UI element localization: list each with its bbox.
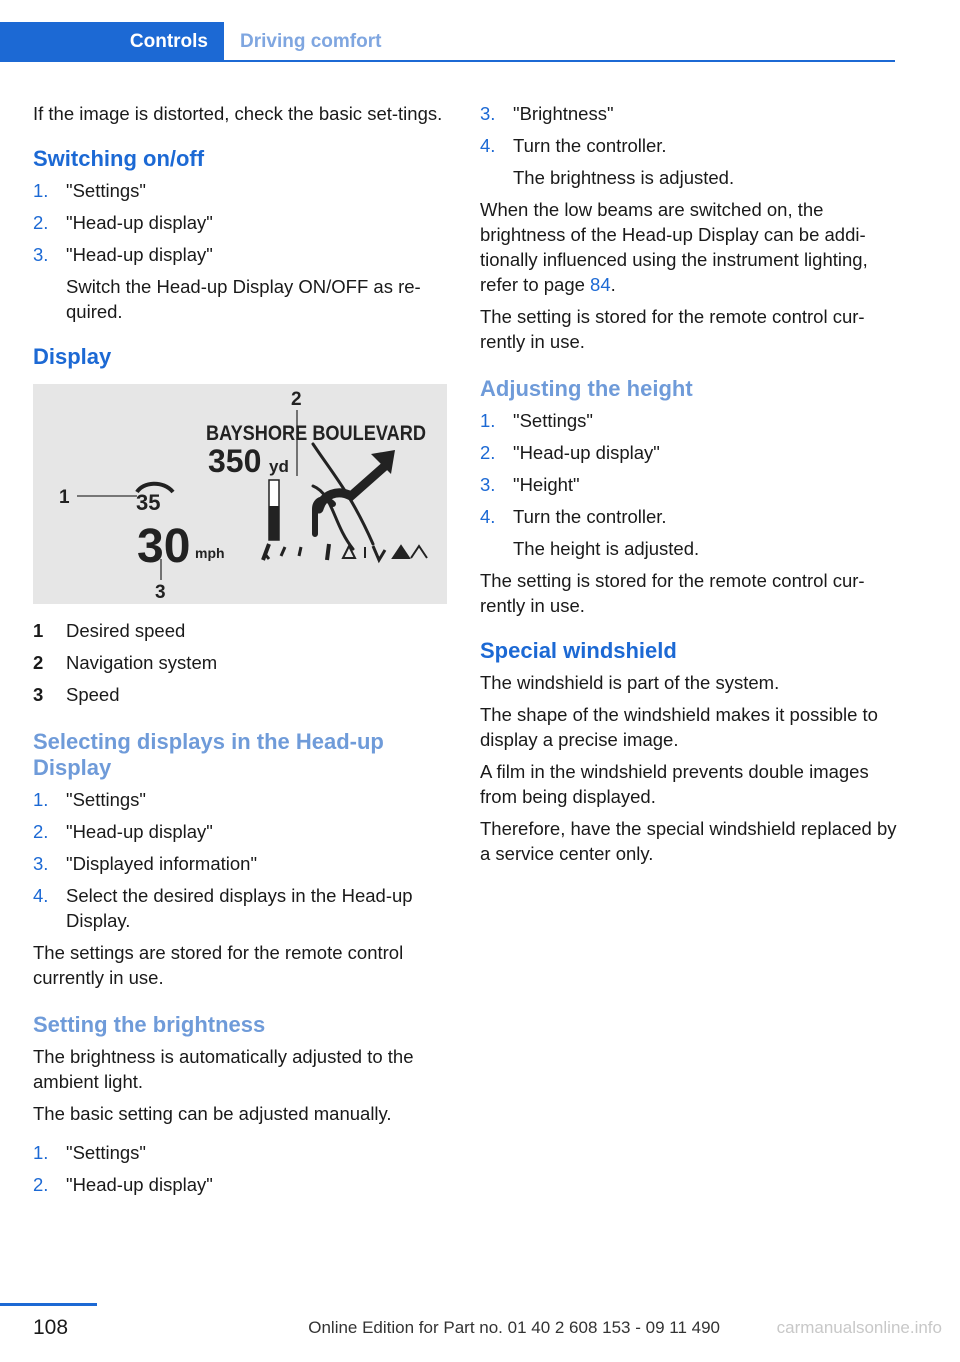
heading-special-windshield: Special windshield [480, 638, 677, 663]
list-item [480, 408, 900, 433]
list-item [33, 178, 447, 203]
low-beams-text: When the low beams are switched on, the brightness of the Head-up Display can be addi-tionally influenced using the instrument lighting, refer to page [480, 199, 868, 295]
intro-paragraph: If the image is distorted, check the basic set-tings. [33, 103, 443, 124]
callout-2: 2 [291, 389, 302, 410]
heading-display: Display [33, 344, 112, 369]
step-text: Select the desired displays in the Head-up Display. [66, 885, 413, 931]
tab-driving-comfort[interactable] [240, 22, 381, 62]
tab-driving-comfort-label: Driving comfort [240, 31, 382, 52]
selecting-note: The settings are stored for the remote control currently in use. [33, 942, 404, 988]
hud-figure [33, 384, 447, 604]
list-item [33, 1172, 447, 1197]
step-number: 3. [33, 244, 49, 265]
step-text: "Head-up display" [66, 821, 213, 842]
legend-value: Desired speed [66, 620, 186, 641]
legend-row [33, 650, 447, 675]
left-column [33, 101, 447, 1204]
heading-selecting-displays: Selecting displays in the Head-up Display [33, 729, 384, 780]
step-subtext: The height is adjusted. [513, 538, 700, 559]
heading-height: Adjusting the height [480, 376, 693, 401]
page-reference-link[interactable]: 84 [590, 274, 611, 295]
step-text: "Brightness" [513, 103, 614, 124]
footer-rule [0, 1303, 97, 1306]
step-text: Turn the controller. [513, 506, 667, 527]
brightness-p2: The basic setting can be adjusted manually. [33, 1103, 392, 1124]
legend-value: Speed [66, 684, 120, 705]
step-number: 2. [33, 821, 49, 842]
list-item [33, 819, 447, 844]
heading-switching: Switching on/off [33, 146, 205, 171]
brightness-steps-continued [480, 101, 900, 190]
legend-key: 2 [33, 652, 44, 673]
step-number: 1. [480, 410, 496, 431]
callout-1: 1 [59, 487, 70, 508]
hud-illustration [33, 384, 447, 604]
height-steps [480, 408, 900, 561]
callout-3: 3 [155, 582, 166, 603]
step-number: 3. [480, 103, 496, 124]
distance-value: 350 [208, 443, 262, 479]
step-text: "Head-up display" [66, 1174, 213, 1195]
edition-note: Online Edition for Part no. 01 40 2 608 153 - 09 11 490 [308, 1318, 720, 1337]
step-subtext: The brightness is adjusted. [513, 167, 735, 188]
turn-arrow-icon [313, 444, 395, 549]
low-beams-end: . [610, 274, 616, 295]
list-item [480, 472, 900, 497]
tab-controls[interactable] [0, 22, 224, 62]
watermark: carmanualsonline.info [776, 1318, 942, 1337]
header-rule [0, 60, 895, 62]
step-number: 2. [480, 442, 496, 463]
step-text: "Settings" [66, 789, 146, 810]
step-text: "Head-up display" [513, 442, 660, 463]
step-text: Turn the controller. [513, 135, 667, 156]
step-text: "Head-up display" [66, 244, 213, 265]
step-number: 4. [480, 506, 496, 527]
tab-controls-label: Controls [129, 31, 208, 52]
distance-unit: yd [269, 457, 289, 476]
legend-key: 3 [33, 684, 44, 705]
right-column [480, 101, 900, 873]
lane-markers-icon [263, 544, 427, 560]
list-item [33, 851, 447, 876]
switching-steps [33, 178, 447, 324]
heading-brightness: Setting the brightness [33, 1012, 266, 1037]
windshield-p2: The shape of the windshield makes it possible to display a precise image. [480, 704, 878, 750]
list-item [33, 1140, 447, 1165]
list-item [33, 787, 447, 812]
list-item [33, 883, 447, 933]
legend-row [33, 682, 447, 707]
list-item [480, 504, 900, 561]
step-number: 2. [33, 1174, 49, 1195]
step-text: "Head-up display" [66, 212, 213, 233]
page-number: 108 [33, 1316, 69, 1339]
selecting-steps [33, 787, 447, 933]
step-text: "Settings" [513, 410, 593, 431]
windshield-p1: The windshield is part of the system. [480, 672, 780, 693]
step-number: 4. [480, 135, 496, 156]
step-text: "Height" [513, 474, 580, 495]
speed-value: 30 [137, 520, 191, 573]
figure-legend [33, 618, 447, 707]
step-number: 1. [33, 1142, 49, 1163]
step-text: "Displayed information" [66, 853, 258, 874]
list-item [480, 101, 900, 126]
height-stored-note: The setting is stored for the remote control cur-rently in use. [480, 570, 865, 616]
step-number: 2. [33, 212, 49, 233]
windshield-p3: A film in the windshield prevents double images from being displayed. [480, 761, 869, 807]
step-number: 1. [33, 789, 49, 810]
step-number: 3. [33, 853, 49, 874]
legend-row [33, 618, 447, 643]
step-text: "Settings" [66, 1142, 146, 1163]
list-item [480, 133, 900, 190]
step-number: 3. [480, 474, 496, 495]
lane-bar-fill [269, 506, 279, 540]
legend-key: 1 [33, 620, 44, 641]
legend-value: Navigation system [66, 652, 218, 673]
street-name: BAYSHORE BOULEVARD [206, 422, 426, 445]
step-number: 1. [33, 180, 49, 201]
step-subtext: Switch the Head-up Display ON/OFF as re-quired. [66, 276, 421, 322]
windshield-p4: Therefore, have the special windshield replaced by a service center only. [480, 818, 897, 864]
stored-note: The setting is stored for the remote control cur-rently in use. [480, 306, 865, 352]
list-item [480, 440, 900, 465]
desired-speed-value: 35 [136, 490, 161, 515]
low-beams-paragraph [480, 197, 900, 297]
list-item [33, 210, 447, 235]
brightness-steps [33, 1140, 447, 1197]
brightness-p1: The brightness is automatically adjusted to the ambient light. [33, 1046, 414, 1092]
step-number: 4. [33, 885, 49, 906]
speed-unit: mph [195, 545, 225, 561]
step-text: "Settings" [66, 180, 146, 201]
list-item [33, 242, 447, 324]
